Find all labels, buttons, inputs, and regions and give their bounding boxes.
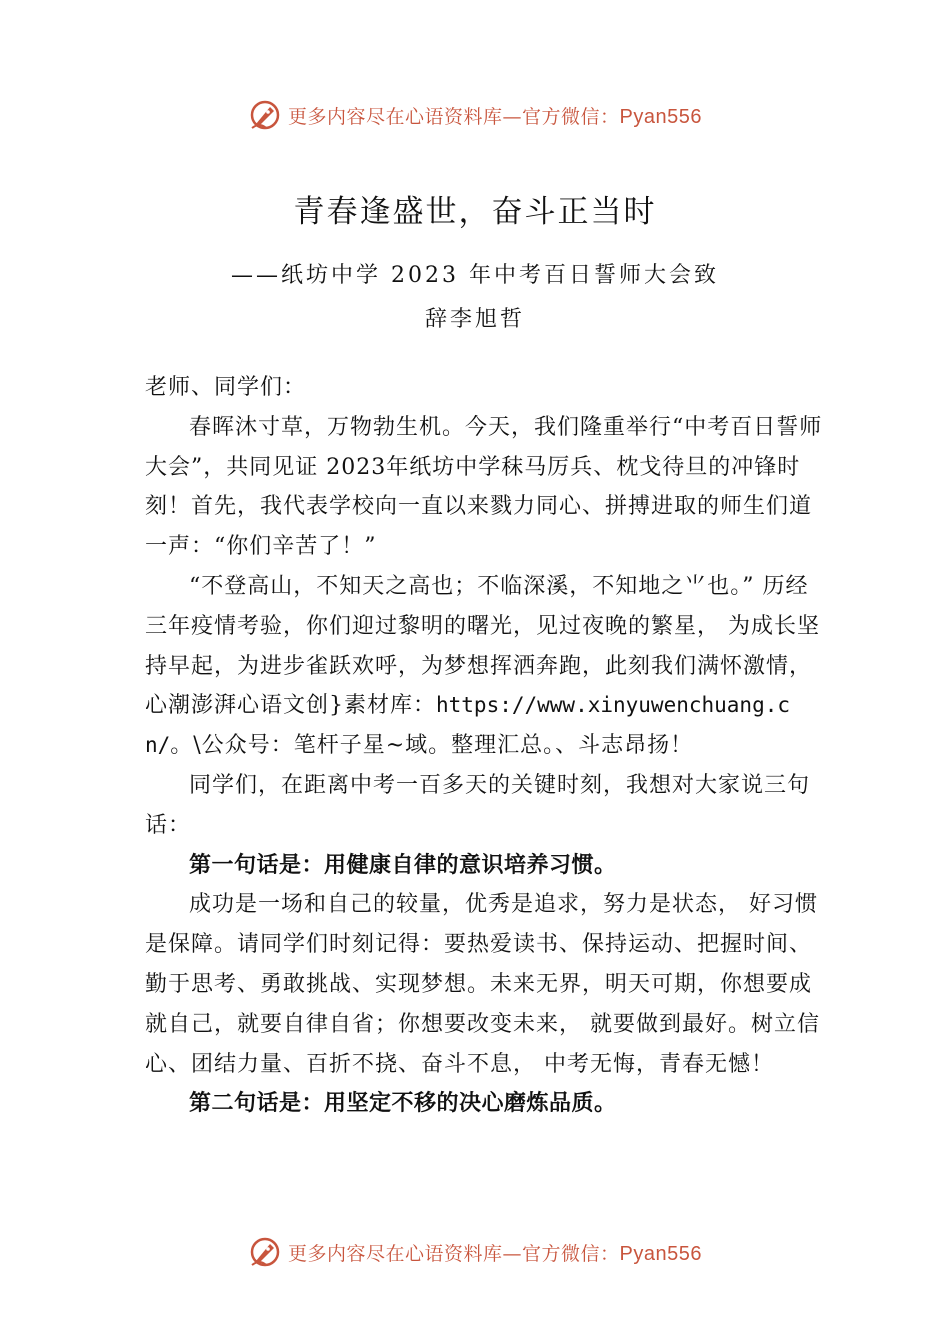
- header-watermark: [0, 95, 950, 135]
- pen-nib-logo-icon: [248, 1235, 282, 1269]
- paragraph-1: 春晖沐寸草，万物勃生机。今天，我们隆重举行“中考百日誓师大会”，共同见证 2023年纸坊中学秣马厉兵、枕戈待旦的冲锋时刻！首先，我代表学校向一直以来戮力同心、拼搏进取的师生们道一声：“你们辛苦了！”: [145, 414, 823, 560]
- watermark-label: 更多内容尽在心语资料库—官方微信：: [288, 1242, 620, 1265]
- watermark-wechat-id: Pyan556: [619, 105, 702, 128]
- subtitle-line-2: 辞李旭哲: [424, 307, 525, 332]
- greeting: 老师、同学们：: [145, 375, 307, 400]
- source-url: https://www.xinyuwenchuang.cn/: [145, 693, 791, 758]
- section-heading-1: 第一句话是：用健康自律的意识培养习惯。: [189, 852, 617, 878]
- pen-nib-logo-icon: [248, 98, 282, 132]
- watermark-wechat-id: Pyan556: [619, 1242, 702, 1265]
- page-title: 青春逢盛世，奋斗正当时: [293, 194, 657, 230]
- paragraph-3: 同学们，在距离中考一百多天的关键时刻，我想对大家说三句话：: [145, 772, 811, 838]
- watermark-text: [288, 102, 702, 129]
- section-heading-2: 第二句话是：用坚定不移的决心磨炼品质。: [189, 1091, 617, 1117]
- paragraph-2-tail: 。\公众号：笔杆子星~域。整理汇总。、斗志昂扬！: [170, 733, 694, 759]
- document-body: [145, 368, 825, 1124]
- paragraph-4: 成功是一场和自己的较量，优秀是追求，努力是状态， 好习惯是保障。请同学们时刻记得：要热爱读书、保持运动、把握时间、勤于思考、勇敢挑战、实现梦想。未来无界，明天可期，你想要成就自己，就要自律自省；你想要改变未来， 就要做到最好。树立信心、团结力量、百折不挠、奋斗不息， 中考无悔，青春无憾！: [145, 892, 820, 1077]
- footer-watermark: [0, 1232, 950, 1272]
- paragraph-2: [145, 567, 825, 766]
- paragraph-2-text: “不登高山，不知天之高也；不临深溪，不知地之⺌也。” 历经三年疫情考验，你们迎过黎明的曙光，见过夜晚的繁星， 为成长坚持早起，为进步雀跃欢呼，为梦想挥洒奔跑，此刻我们满怀激情，心潮澎湃心语文创}素材库：: [145, 573, 820, 719]
- watermark-label: 更多内容尽在心语资料库—官方微信：: [288, 105, 620, 128]
- watermark-text: [288, 1239, 702, 1266]
- subtitle-line-1: ——纸坊中学 2023 年中考百日誓师大会致: [231, 263, 719, 288]
